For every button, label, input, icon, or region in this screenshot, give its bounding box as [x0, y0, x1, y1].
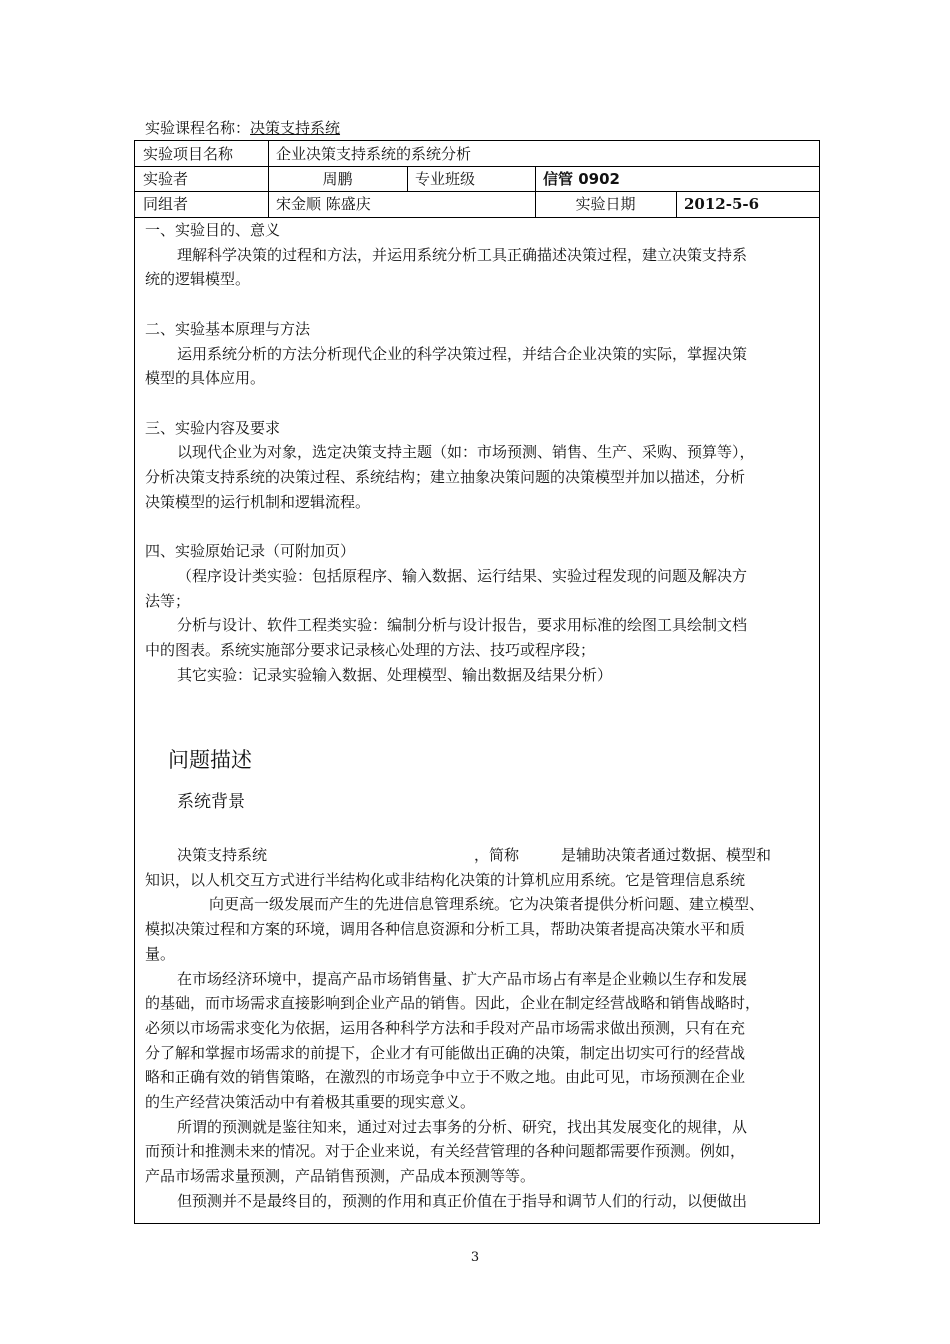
course-name-line — [145, 118, 340, 138]
paragraph-line: 但预测并不是最终目的，预测的作用和真正价值在于指导和调节人们的行动，以便做出 — [177, 1191, 748, 1210]
paragraph-line: 其它实验：记录实验输入数据、处理模型、输出数据及结果分析） — [177, 665, 613, 684]
paragraph-line: 运用系统分析的方法分析现代企业的科学决策过程，并结合企业决策的实际，掌握决策 — [177, 344, 748, 363]
experimenter-value: 周鹏 — [322, 170, 353, 188]
group-label: 同组者 — [143, 195, 189, 213]
paragraph-line: 模拟决策过程和方案的环境，调用各种信息资源和分析工具，帮助决策者提高决策水平和质 — [145, 920, 746, 939]
class-value: 信管 0902 — [543, 170, 620, 188]
paragraph-line: 必须以市场需求变化为依据，运用各种科学方法和手段对产品市场需求做出预测，只有在充 — [145, 1018, 746, 1037]
paragraph-line: 中的图表。系统实施部分要求记录核心处理的方法、技巧或程序段； — [145, 640, 596, 659]
page-number: 3 — [470, 1250, 480, 1265]
paragraph-line: 以现代企业为对象，选定决策支持主题（如：市场预测、销售、生产、采购、预算等）， — [177, 443, 755, 462]
section-title: 一、实验目的、意义 — [145, 221, 281, 239]
paragraph-line: （程序设计类实验：包括原程序、输入数据、运行结果、实验过程发现的问题及解决方 — [177, 566, 748, 585]
heading-system-background: 系统背景 — [177, 792, 245, 812]
paragraph-line: 的生产经营决策活动中有着极其重要的现实意义。 — [145, 1093, 476, 1112]
background-text — [145, 843, 815, 1214]
date-label: 实验日期 — [575, 195, 636, 213]
paragraph-line: 知识，以人机交互方式进行半结构化或非结构化决策的计算机应用系统。它是管理信息系统 — [145, 870, 746, 889]
paragraph-line: 量。 — [145, 944, 176, 963]
paragraph-line: 法等； — [145, 591, 191, 610]
course-name-value: 决策支持系统 — [250, 119, 341, 137]
course-name-label: 实验课程名称： — [145, 119, 251, 137]
paragraph-line: 分析与设计、软件工程类实验：编制分析与设计报告，要求用标准的绘图工具绘制文档 — [177, 616, 748, 635]
project-name-value: 企业决策支持系统的系统分析 — [276, 145, 472, 163]
experiment-sections — [145, 218, 815, 687]
paragraph-line: 向更高一级发展而产生的先进信息管理系统。它为决策者提供分析问题、建立模型、 — [209, 895, 765, 914]
group-value: 宋金顺 陈盛庆 — [276, 195, 371, 213]
paragraph-line: 理解科学决策的过程和方法，并运用系统分析工具正确描述决策过程，建立决策支持系 — [177, 245, 748, 264]
paragraph-line: 模型的具体应用。 — [145, 369, 266, 388]
paragraph-line: 在市场经济环境中，提高产品市场销售量、扩大产品市场占有率是企业赖以生存和发展 — [177, 969, 748, 988]
date-value: 2012-5-6 — [684, 195, 760, 213]
paragraph-line: 统的逻辑模型。 — [145, 270, 251, 289]
section-title: 二、实验基本原理与方法 — [145, 319, 311, 338]
heading-problem-description: 问题描述 — [168, 748, 252, 772]
paragraph-line: 决策模型的运行机制和逻辑流程。 — [145, 492, 371, 511]
section-title: 四、实验原始记录（可附加页） — [145, 542, 356, 561]
paragraph-line: 分了解和掌握市场需求的前提下，企业才有可能做出正确的决策，制定出切实可行的经营战 — [145, 1043, 746, 1062]
text-segment: ，简称 — [474, 846, 520, 864]
paragraph-line: 分析决策支持系统的决策过程、系统结构；建立抽象决策问题的决策模型并加以描述，分析 — [145, 468, 746, 486]
paragraph-line: 所谓的预测就是鉴往知来，通过对过去事务的分析、研究，找出其发展变化的规律，从 — [177, 1117, 748, 1136]
text-segment: 是辅助决策者通过数据、模型和 — [561, 846, 772, 864]
paragraph-line: 略和正确有效的销售策略，在激烈的市场竞争中立于不败之地。由此可见，市场预测在企业 — [145, 1068, 746, 1087]
paragraph-line: 的基础，而市场需求直接影响到企业产品的销售。因此，企业在制定经营战略和销售战略时， — [145, 994, 761, 1013]
project-name-label: 实验项目名称 — [143, 145, 234, 163]
text-segment: 决策支持系统 — [177, 846, 268, 864]
paragraph-line: 产品市场需求量预测，产品销售预测，产品成本预测等等。 — [145, 1167, 536, 1186]
experimenter-label: 实验者 — [143, 170, 189, 188]
paragraph-line: 而预计和推测未来的情况。对于企业来说，有关经营管理的各种问题都需要作预测。例如， — [145, 1142, 746, 1161]
paragraph-line — [145, 843, 815, 868]
class-label: 专业班级 — [415, 170, 476, 188]
section-title: 三、实验内容及要求 — [145, 418, 281, 437]
